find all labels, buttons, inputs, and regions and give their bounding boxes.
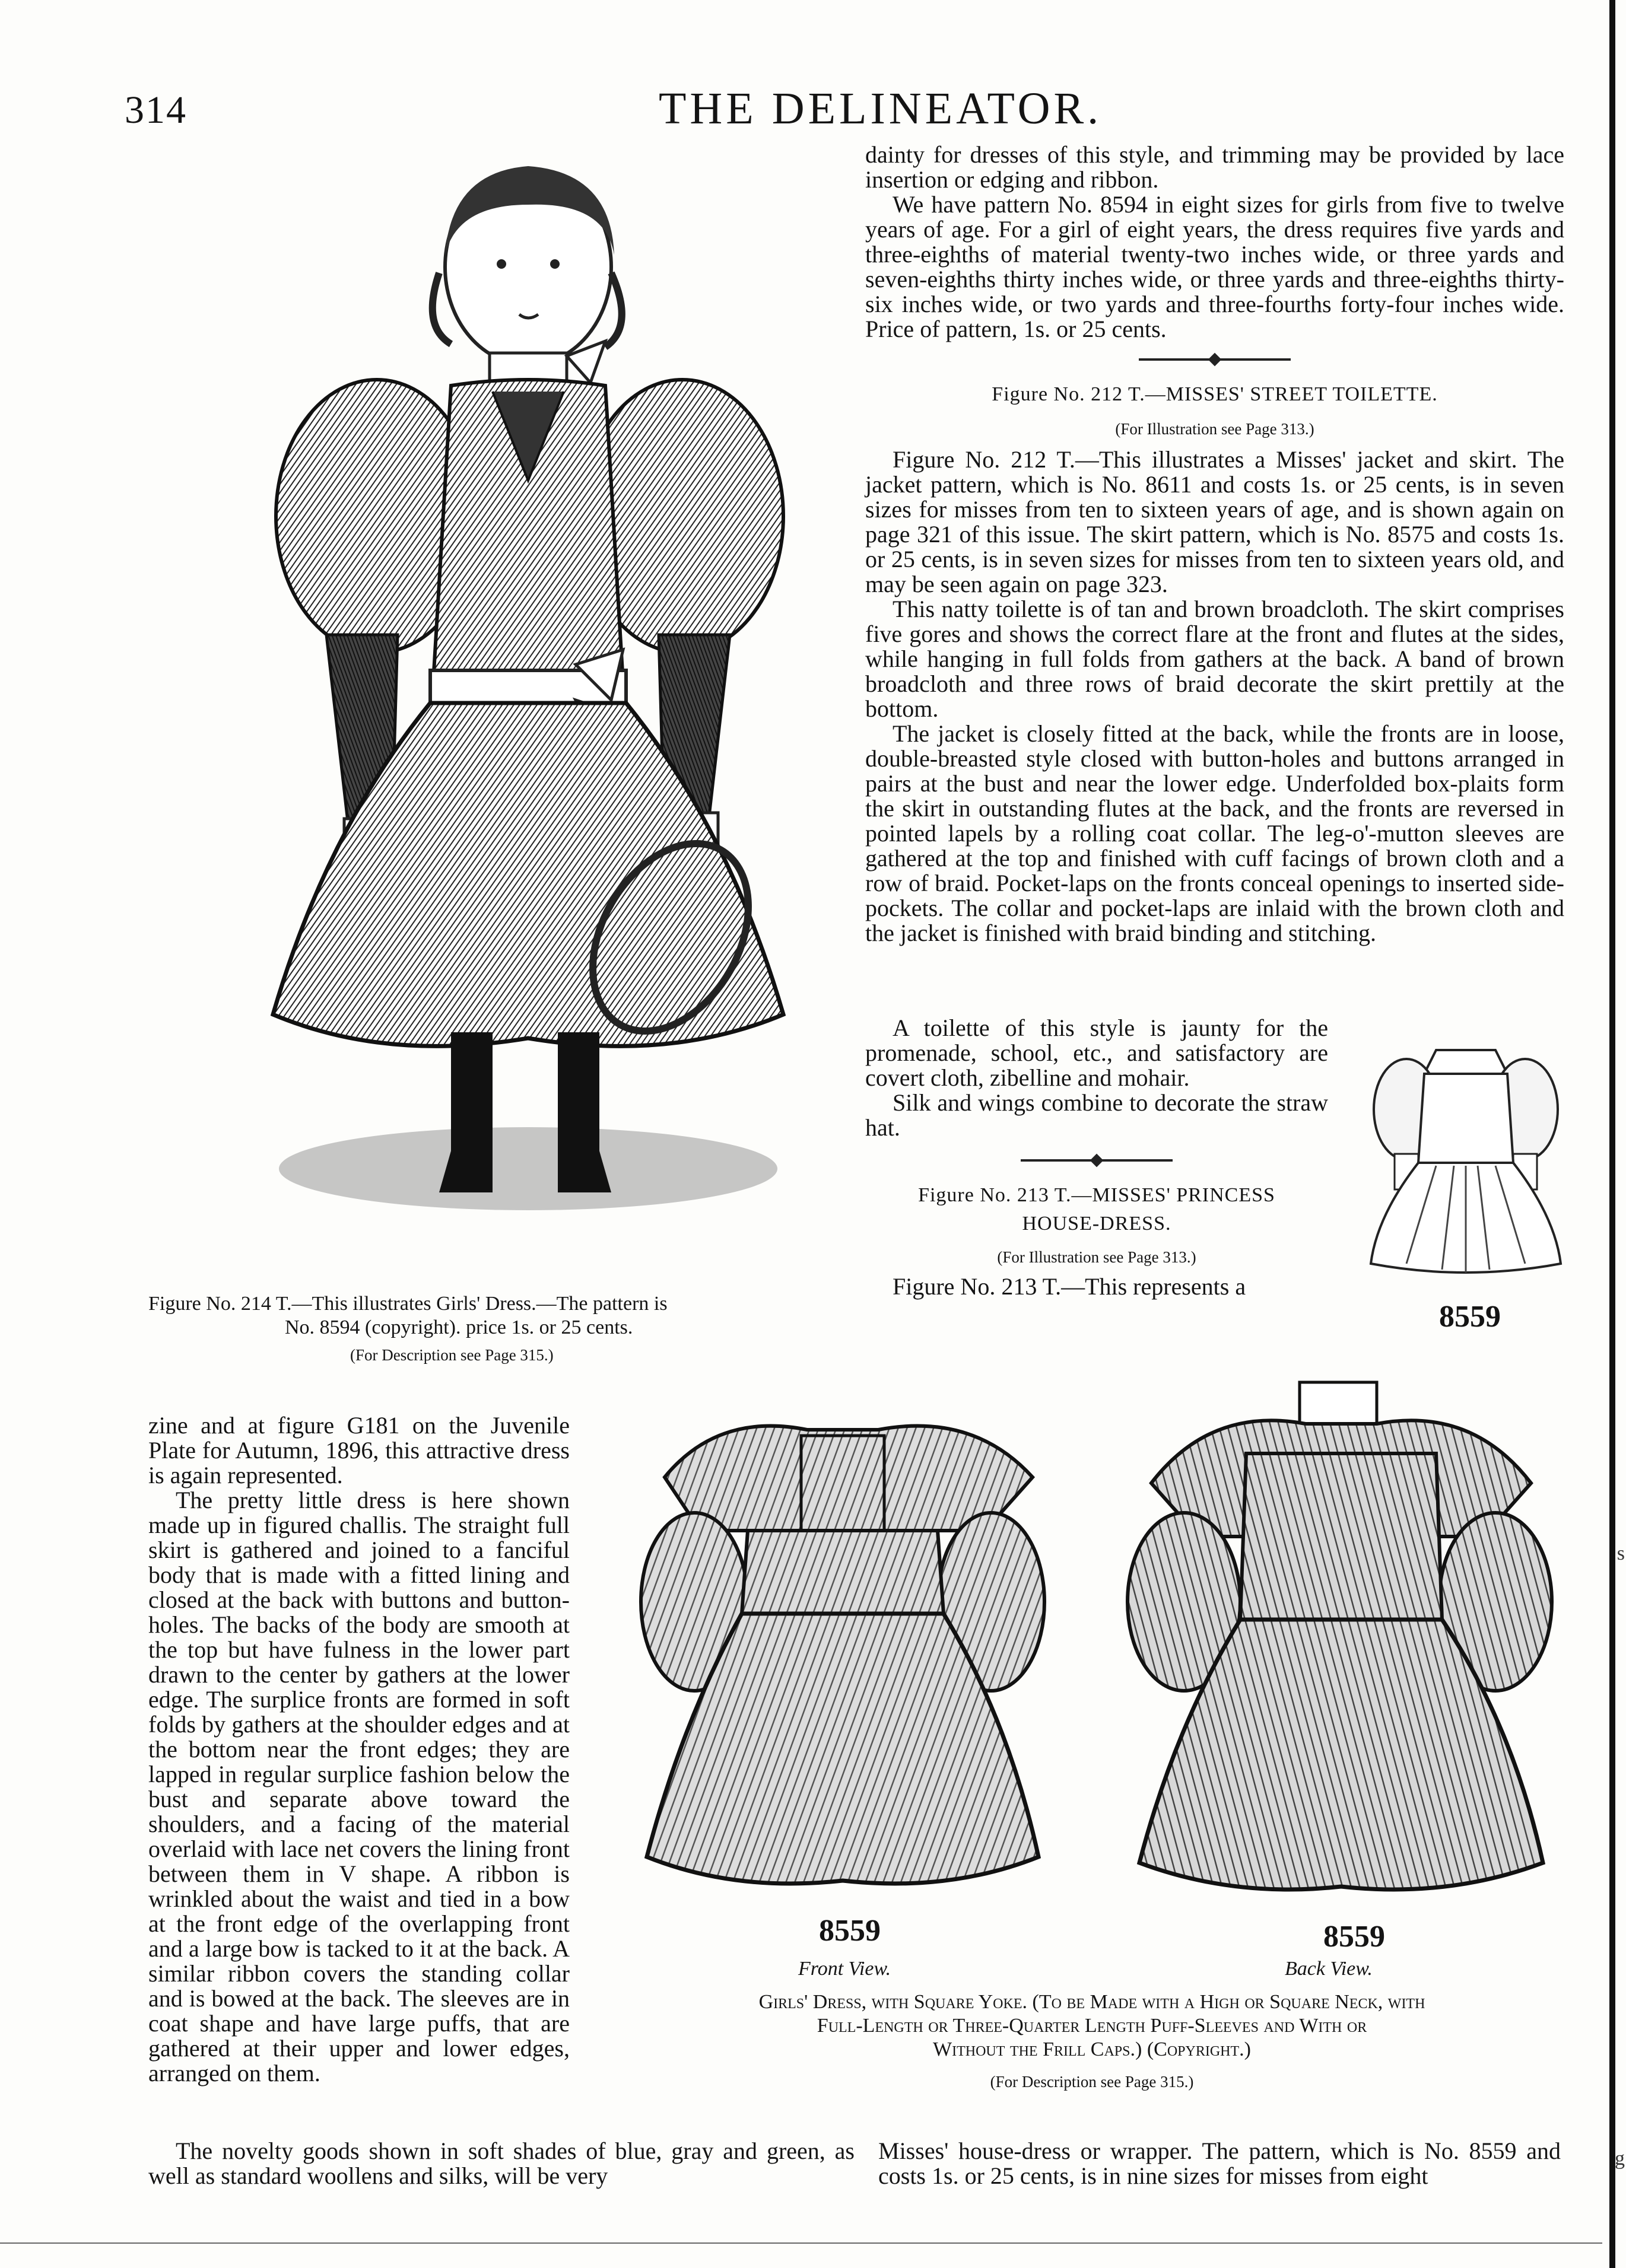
page-number: 314 (125, 88, 187, 132)
bottom-left-text (148, 2139, 855, 2189)
fig212-ref: (For Illustration see Page 313.) (1115, 420, 1314, 438)
back-view-label: Back View. (1285, 1958, 1373, 1980)
paragraph: zine and at figure G181 on the Juvenile Plate for Autumn, 1896, this attractive dress is again represented. (148, 1412, 570, 1488)
fig213-heading-line1: Figure No. 213 T.—MISSES' PRINCESS (918, 1184, 1275, 1206)
bottom-right-text (878, 2139, 1561, 2189)
pattern-number-small: 8559 (1439, 1300, 1501, 1334)
paragraph: Misses' house-dress or wrapper. The pattern, which is No. 8559 and costs 1s. or 25 cents, is in nine sizes for misses from eight (878, 2137, 1561, 2189)
paragraph: The pretty little dress is here shown made up in figured challis. The straight full skirt is gathered and joined to a fanciful body that is made with a fitted lining and closed at the back with buttons and button-holes. The backs of the body are smooth at the top but have fulness in the lower part drawn to the center by gathers at the lower edge. The surplice fronts are formed in soft folds by gathers at the shoulder edges and at the bottom near the front edges; they are lapped in regular surplice fashion below the bust and separate above toward the shoulders, and a facing of the material overlaid with lace net covers the lining front between them in V shape. A ribbon is wrinkled about the waist and tied in a bow at the front edge of the overlapping front and a large bow is tacked to it at the back. A similar ribbon covers the standing collar and is bowed at the back. The sleeves are in coat shape and have large puffs, that are gathered at their upper and lower edges, arranged on them. (148, 1487, 570, 2086)
paragraph: Silk and wings combine to decorate the straw hat. (865, 1089, 1328, 1141)
fig213-heading-line2: HOUSE-DRESS. (1022, 1213, 1171, 1235)
fig212-heading: Figure No. 212 T.—MISSES' STREET TOILETTE. (992, 383, 1438, 405)
dress-front-view-illustration (629, 1388, 1056, 1916)
paragraph: This natty toilette is of tan and brown broadcloth. The skirt comprises five gores and shows the correct flare at the front and flutes at the sides, while hanging in full folds from gathers at the back. A band of brown broadcloth and three rows of braid decorate the skirt prettily at the bottom. (865, 596, 1564, 722)
pattern-number-front: 8559 (819, 1914, 881, 1948)
paragraph: dainty for dresses of this style, and trimming may be provided by lace insertion or edging and ribbon. (865, 141, 1564, 193)
paragraph: The novelty goods shown in soft shades of blue, gray and green, as well as standard woollens and silks, will be very (148, 2137, 855, 2189)
pattern-8559-small-illustration (1365, 1038, 1567, 1287)
plate-caption (611, 1990, 1573, 2094)
scan-bottom-line (0, 2242, 1602, 2244)
plate-caption-line1: Girls' Dress, with Square Yoke. (To be Made with a High or Square Neck, with (758, 1991, 1425, 2013)
edge-char: s (1617, 1542, 1625, 1564)
divider-diamond-icon (1208, 353, 1222, 367)
page-title: THE DELINEATOR. (659, 84, 1103, 133)
fig214-caption-line2: No. 8594 (copyright). price 1s. or 25 cents. (285, 1316, 633, 1338)
plate-caption-line2: Full-Length or Three-Quarter Length Puff-Sleeves and With or (817, 2015, 1367, 2037)
paragraph: Figure No. 212 T.—This illustrates a Misses' jacket and skirt. The jacket pattern, which is No. 8611 and costs 1s. or 25 cents, is in seven sizes for misses from ten to sixteen years of age, and is shown again on page 321 of this issue. The skirt pattern, which is No. 8575 and costs 1s. or 25 cents, is in seven sizes for misses from ten to sixteen years old, and may be seen again on page 323. (865, 446, 1564, 597)
scan-right-edge (1609, 0, 1615, 2268)
pattern-number-back: 8559 (1323, 1920, 1385, 1954)
right-column-narrow (865, 1016, 1328, 1299)
divider-diamond-icon (1090, 1154, 1104, 1168)
fig214-caption-line1: Figure No. 214 T.—This illustrates Girls' Dress.—The pattern is (148, 1293, 668, 1315)
dress-back-view-illustration (1116, 1364, 1567, 1916)
fig213-ref: (For Illustration see Page 313.) (997, 1248, 1196, 1266)
left-column (148, 1413, 570, 2086)
plate-caption-ref: (For Description see Page 315.) (990, 2073, 1194, 2091)
paragraph: A toilette of this style is jaunty for the promenade, school, etc., and satisfactory are covert cloth, zibelline and mohair. (865, 1014, 1328, 1091)
fig214-caption-ref: (For Description see Page 315.) (350, 1346, 554, 1364)
front-view-label: Front View. (798, 1958, 891, 1980)
plate-caption-line3: Without the Frill Caps.) (Copyright.) (933, 2038, 1251, 2060)
edge-char: g (1615, 2148, 1625, 2170)
right-column (865, 142, 1564, 946)
paragraph: We have pattern No. 8594 in eight sizes for girls from five to twelve years of age. For a girl of eight years, the dress requires five yards and three-eighths of material twenty-two inches wide, or three yards and seven-eighths thirty inches wide, or three yards and three-eighths thirty-six inches wide, or two yards and three-fourths forty-four inches wide. Price of pattern, 1s. or 25 cents. (865, 191, 1564, 342)
figure-214-illustration (196, 148, 860, 1234)
paragraph: The jacket is closely fitted at the back, while the fronts are in loose, double-breasted style closed with button-holes and buttons arranged in pairs at the bust and near the lower edge. Underfolded box-plaits form the skirt in outstanding flutes at the back, and the fronts are reversed in pointed lapels by a rolling coat collar. The leg-o'-mutton sleeves are gathered at the top and finished with cuff facings of brown cloth and a row of braid. Pocket-laps on the fronts conceal openings to inserted side-pockets. The collar and pocket-laps are inlaid with the brown cloth and the jacket is finished with braid binding and stitching. (865, 720, 1564, 946)
paragraph: Figure No. 213 T.—This represents a (893, 1273, 1246, 1300)
